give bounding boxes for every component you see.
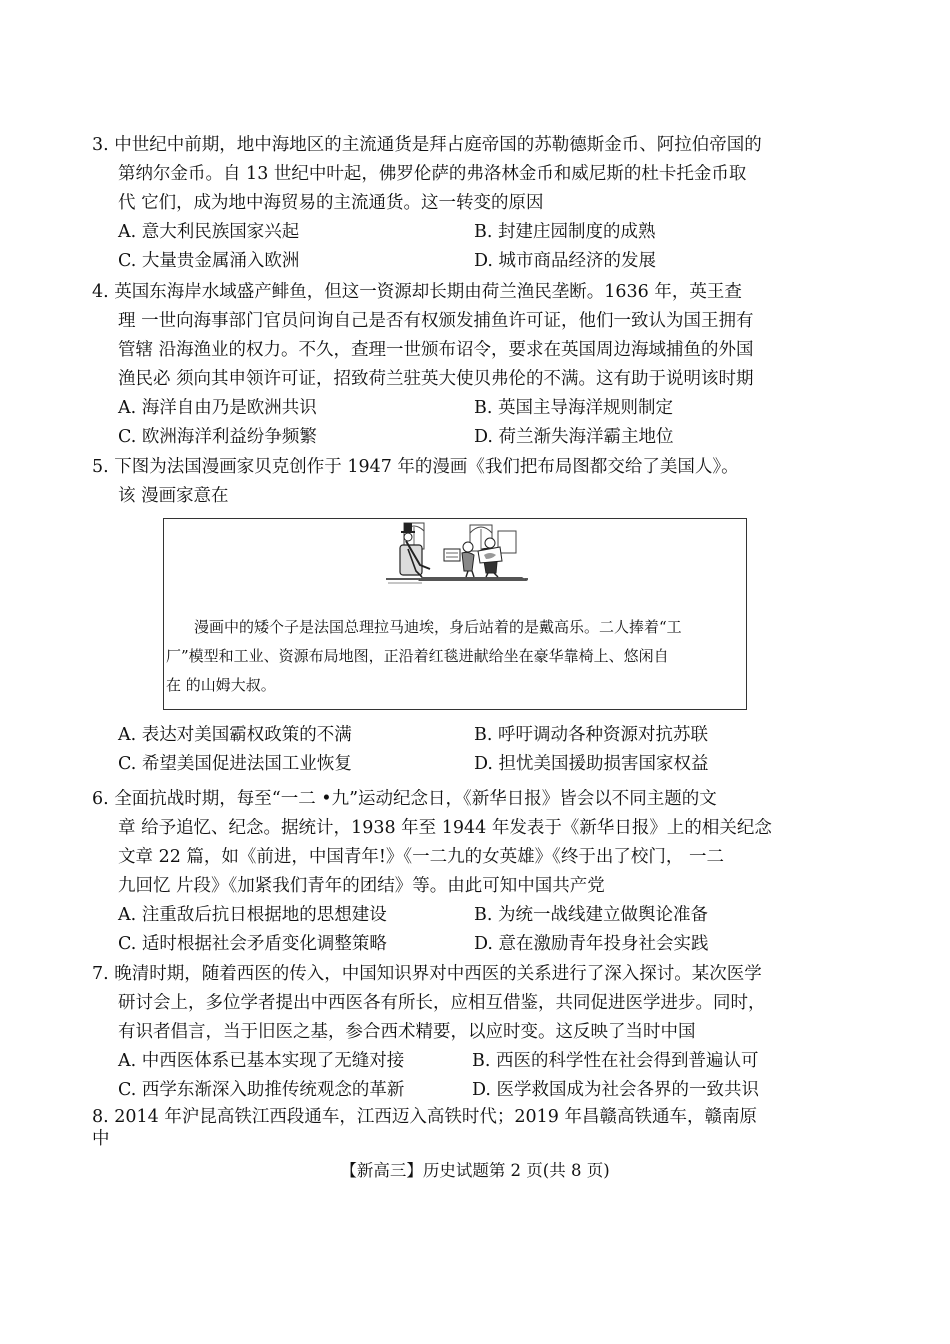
question-6 <box>92 785 832 959</box>
question-3-option-d: D. 城市商品经济的发展 <box>474 251 657 271</box>
question-7-option-a: A. 中西医体系已基本实现了无缝对接 <box>118 1051 405 1071</box>
question-3-option-b: B. 封建庄园制度的成熟 <box>474 222 656 242</box>
cartoon-caption-line-3: 在 的山姆大叔。 <box>166 676 276 694</box>
question-5-option-a: A. 表达对美国霸权政策的不满 <box>118 725 352 745</box>
question-5-option-c: C. 希望美国促进法国工业恢复 <box>118 754 352 774</box>
question-7-stem-line-3: 有识者倡言，当于旧医之基，参合西术精要，以应时变。这反映了当时中国 <box>118 1022 696 1042</box>
question-5-options <box>92 721 832 779</box>
question-4 <box>92 278 832 452</box>
cartoon-caption <box>166 613 744 700</box>
cartoon-figure-box <box>163 518 747 710</box>
question-3-option-c: C. 大量贵金属涌入欧洲 <box>118 251 300 271</box>
question-6-stem-line-4: 九回忆 片段》《加紧我们青年的团结》等。由此可知中国共产党 <box>118 876 605 896</box>
question-5-option-d: D. 担忧美国援助损害国家权益 <box>474 754 709 774</box>
question-5-stem-line-1: 5. 下图为法国漫画家贝克创作于 1947 年的漫画《我们把布局图都交给了美国人》。 <box>92 457 739 477</box>
question-4-option-b: B. 英国主导海洋规则制定 <box>474 398 673 418</box>
question-7 <box>92 960 832 1105</box>
cartoon-image <box>382 521 532 585</box>
question-7-option-d: D. 医学救国成为社会各界的一致共识 <box>472 1080 760 1100</box>
question-3 <box>92 131 832 276</box>
question-4-option-a: A. 海洋自由乃是欧洲共识 <box>118 398 317 418</box>
question-6-options <box>92 901 832 959</box>
page-footer: 【新高三】历史试题第 2 页(共 8 页) <box>340 1161 610 1180</box>
question-7-stem-line-2: 研讨会上，多位学者提出中西医各有所长，应相互借鉴，共同促进医学进步。同时， <box>118 993 766 1013</box>
question-6-stem-line-3: 文章 22 篇，如《前进，中国青年!》《一二九的女英雄》《终于出了校门， 一二 <box>118 847 724 867</box>
question-7-option-b: B. 西医的科学性在社会得到普遍认可 <box>472 1051 759 1071</box>
question-6-option-d: D. 意在激励青年投身社会实践 <box>474 934 709 954</box>
question-6-option-b: B. 为统一战线建立做舆论准备 <box>474 905 708 925</box>
question-7-option-c: C. 西学东渐深入助推传统观念的革新 <box>118 1080 405 1100</box>
question-7-stem-line-1: 7. 晚清时期，随着西医的传入，中国知识界对中西医的关系进行了深入探讨。某次医学 <box>92 964 762 984</box>
question-5-options-block <box>92 721 832 779</box>
question-4-options <box>92 394 832 452</box>
question-4-option-c: C. 欧洲海洋利益纷争频繁 <box>118 427 317 447</box>
question-6-option-a: A. 注重敌后抗日根据地的思想建设 <box>118 905 387 925</box>
question-3-option-a: A. 意大利民族国家兴起 <box>118 222 300 242</box>
question-4-option-d: D. 荷兰渐失海洋霸主地位 <box>474 427 674 447</box>
question-4-stem-line-4: 渔民必 须向其申领许可证，招致荷兰驻英大使贝弗伦的不满。这有助于说明该时期 <box>118 369 754 389</box>
question-7-options <box>92 1047 832 1105</box>
question-4-stem-line-1: 4. 英国东海岸水域盛产鲱鱼，但这一资源却长期由荷兰渔民垄断。1636 年，英王查 <box>92 282 742 302</box>
question-5 <box>92 453 832 511</box>
question-5-stem-line-2: 该 漫画家意在 <box>118 486 229 506</box>
question-8-stem-line-1: 8. 2014 年沪昆高铁江西段通车，江西迈入高铁时代；2019 年昌赣高铁通车，赣南原 <box>92 1107 757 1127</box>
question-8-stem-line-2: 中 <box>92 1129 110 1149</box>
question-8 <box>92 1106 832 1150</box>
question-6-option-c: C. 适时根据社会矛盾变化调整策略 <box>118 934 387 954</box>
question-3-stem-line-2: 第纳尔金币。自 13 世纪中叶起，佛罗伦萨的弗洛林金币和威尼斯的杜卡托金币取 <box>118 164 747 184</box>
question-3-options <box>92 218 832 276</box>
question-6-stem-line-1: 6. 全面抗战时期，每至“一二 •九”运动纪念日，《新华日报》皆会以不同主题的文 <box>92 789 717 809</box>
question-5-option-b: B. 呼吁调动各种资源对抗苏联 <box>474 725 708 745</box>
question-6-stem-line-2: 章 给予追忆、纪念。据统计，1938 年至 1944 年发表于《新华日报》上的相关纪念 <box>118 818 772 838</box>
question-4-stem-line-3: 管辖 沿海渔业的权力。不久，查理一世颁布诏令，要求在英国周边海域捕鱼的外国 <box>118 340 754 360</box>
question-3-stem-line-3: 代 它们，成为地中海贸易的主流通货。这一转变的原因 <box>118 193 544 213</box>
cartoon-caption-line-1: 漫画中的矮个子是法国总理拉马迪埃，身后站着的是戴高乐。二人捧着“工 <box>194 618 682 636</box>
question-4-stem-line-2: 理 一世向海事部门官员问询自己是否有权颁发捕鱼许可证，他们一致认为国王拥有 <box>118 311 754 331</box>
cartoon-caption-line-2: 厂”模型和工业、资源布局地图，正沿着红毯进献给坐在豪华靠椅上、悠闲自 <box>166 647 669 665</box>
question-3-stem-line-1: 3. 中世纪中前期，地中海地区的主流通货是拜占庭帝国的苏勒德斯金币、阿拉伯帝国的 <box>92 135 762 155</box>
